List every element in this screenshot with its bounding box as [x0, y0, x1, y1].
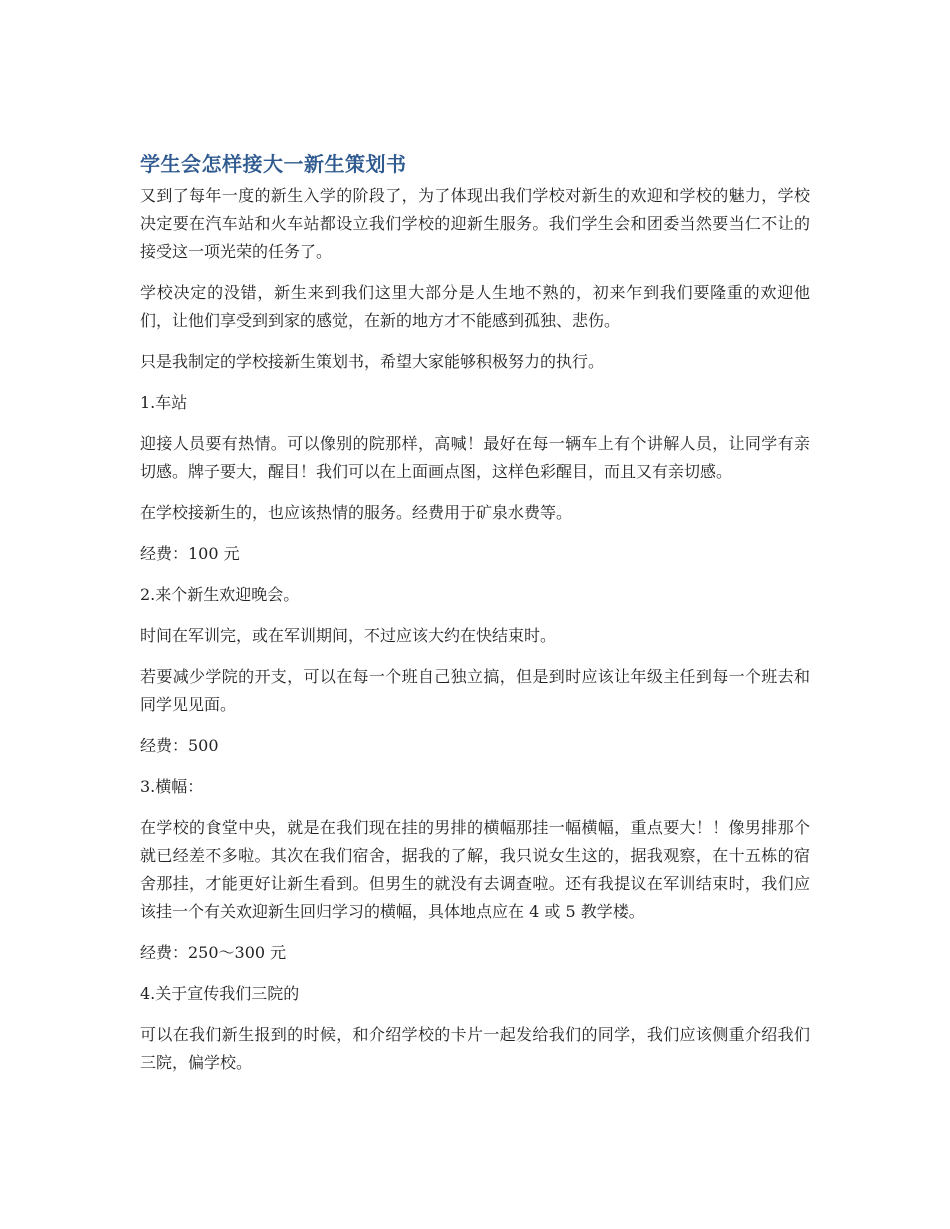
paragraph-intro-3: 只是我制定的学校接新生策划书，希望大家能够积极努力的执行。: [140, 352, 605, 371]
budget-party: 经费：500: [140, 736, 219, 755]
paragraph-promotion-1: 可以在我们新生报到的时候，和介绍学校的卡片一起发给我们的同学，我们应该侧重介绍我们三院，偏学校。: [140, 1025, 810, 1072]
section-heading-party: 2.来个新生欢迎晚会。: [140, 585, 300, 604]
paragraph-banner-1: 在学校的食堂中央，就是在我们现在挂的男排的横幅那挂一幅横幅，重点要大！！像男排那个就已经差不多啦。其次在我们宿舍，据我的了解，我只说女生这的，据我观察，在十五栋的宿舍那挂，才能更好让新生看到。但男生的就没有去调查啦。还有我提议在军训结束时，我们应该挂一个有关欢迎新生回归学习的横幅，具体地点应在 4 或 5 教学楼。: [140, 818, 810, 921]
paragraph-party-1: 时间在军训完，或在军训期间，不过应该大约在快结束时。: [140, 626, 557, 645]
paragraph-station-2: 在学校接新生的，也应该热情的服务。经费用于矿泉水费等。: [140, 503, 573, 522]
budget-station: 经费：100 元: [140, 544, 240, 563]
paragraph-station-1: 迎接人员要有热情。可以像别的院那样，高喊！最好在每一辆车上有个讲解人员，让同学有亲切感。牌子要大，醒目！我们可以在上面画点图，这样色彩醒目，而且又有亲切感。: [140, 434, 810, 481]
paragraph-intro-2: 学校决定的没错，新生来到我们这里大部分是人生地不熟的，初来乍到我们要隆重的欢迎他们，让他们享受到到家的感觉，在新的地方才不能感到孤独、悲伤。: [140, 283, 810, 330]
paragraph-party-2: 若要减少学院的开支，可以在每一个班自己独立搞，但是到时应该让年级主任到每一个班去和同学见见面。: [140, 667, 810, 714]
document-page: [140, 150, 810, 1090]
budget-banner: 经费：250～300 元: [140, 943, 287, 962]
document-title: 学生会怎样接大一新生策划书: [140, 152, 407, 176]
section-heading-promotion: 4.关于宣传我们三院的: [140, 984, 300, 1003]
section-heading-station: 1.车站: [140, 393, 188, 412]
section-heading-banner: 3.横幅：: [140, 777, 204, 796]
paragraph-intro-1: 又到了每年一度的新生入学的阶段了，为了体现出我们学校对新生的欢迎和学校的魅力，学校决定要在汽车站和火车站都设立我们学校的迎新生服务。我们学生会和团委当然要当仁不让的接受这一项光荣的任务了。: [140, 186, 810, 261]
